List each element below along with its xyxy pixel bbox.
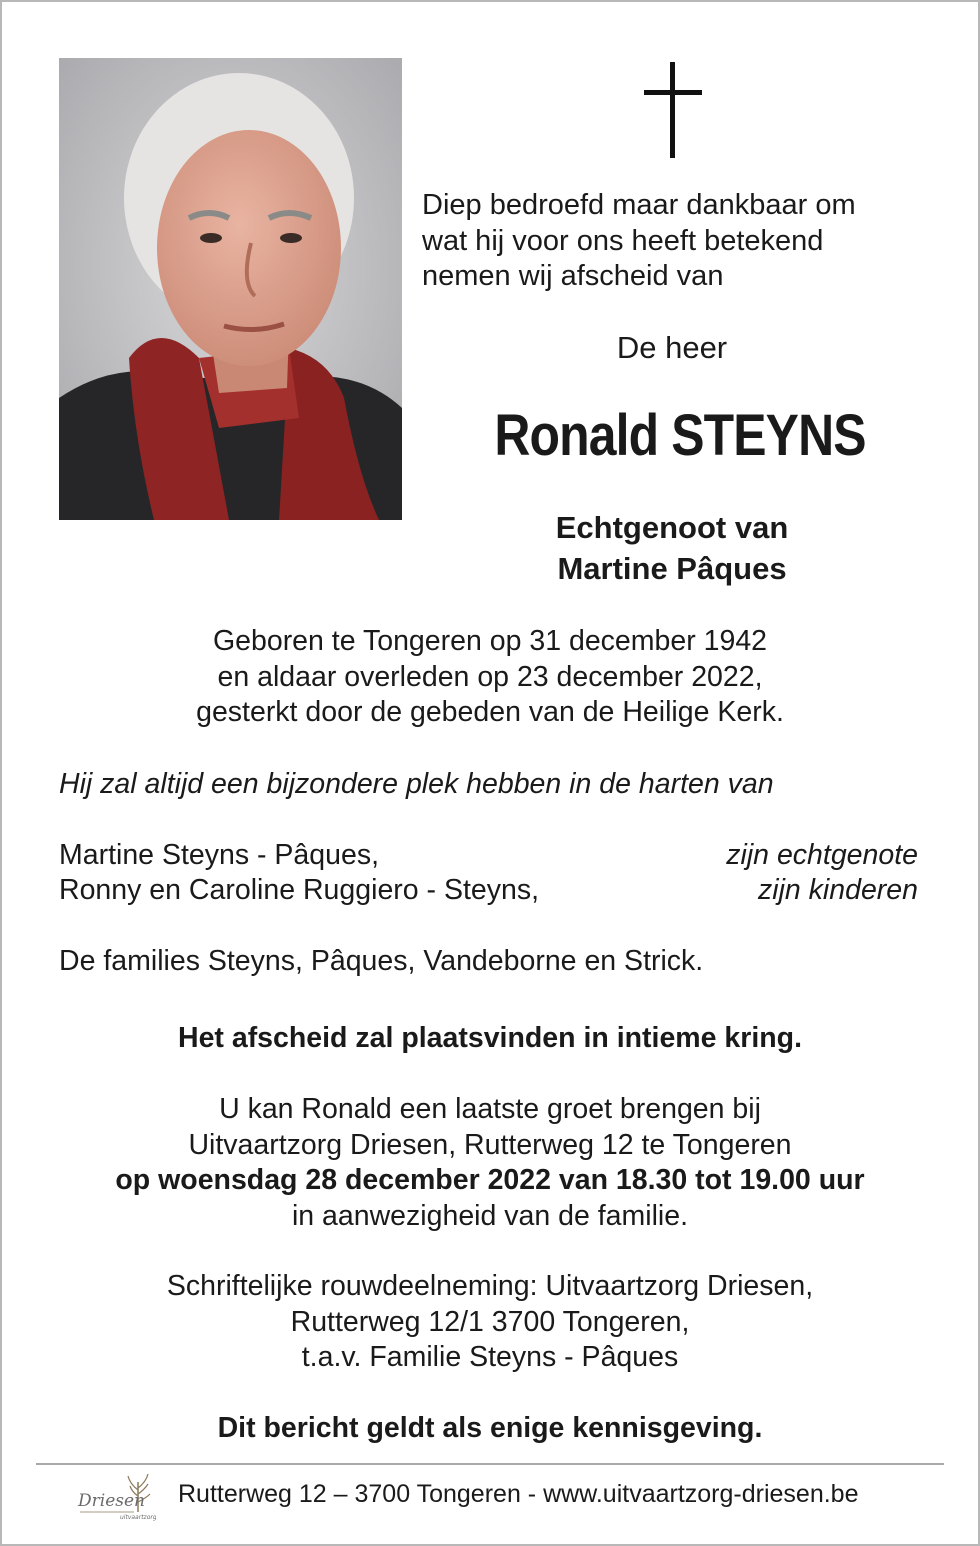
spouse-info [422,507,922,589]
spouse-line: Martine Pâques [557,551,787,586]
intro-line: Diep bedroefd maar dankbaar om [422,189,856,221]
logo-subtext: uitvaartzorg [120,1514,156,1521]
life-line: gesterkt door de gebeden van de Heilige Kerk. [196,696,784,728]
intro-line: nemen wij afscheid van [422,260,724,292]
deceased-name: Ronald STEYNS [494,403,866,468]
intro-line: wat hij voor ons heeft betekend [422,224,824,257]
spouse-line: Echtgenoot van [555,510,789,545]
condolence-line: t.a.v. Familie Steyns - Pâques [301,1341,679,1373]
relative-name: Ronny en Caroline Ruggiero - Steyns, [59,874,540,906]
condolence-info [0,1269,980,1376]
relative-name: Martine Steyns - Pâques, [59,839,379,871]
honorific: De heer [616,330,728,365]
visit-time: op woensdag 28 december 2022 van 18.30 tot 19.00 uur [115,1164,865,1196]
funeral-home-logo [76,1468,156,1524]
visit-line: Uitvaartzorg Driesen, Rutterweg 12 te Tongeren [188,1128,792,1161]
visit-line: U kan Ronald een laatste groet brengen bij [219,1093,761,1125]
visit-info [0,1092,980,1234]
logo-text: Driesen [78,1491,145,1511]
portrait-photo [59,58,402,520]
families-line: De families Steyns, Pâques, Vandeborne en Strick. [59,945,704,977]
condolence-line: Rutterweg 12/1 3700 Tongeren, [290,1305,690,1338]
relative-relation: zijn kinderen [757,874,918,906]
visit-note: in aanwezigheid van de familie. [291,1199,689,1232]
footer-divider [36,1463,944,1465]
life-line: en aldaar overleden op 23 december 2022, [217,660,763,693]
memorial-intro: Hij zal altijd een bijzondere plek hebben in de harten van [59,768,774,800]
farewell-notice: Het afscheid zal plaatsvinden in intieme kring. [178,1022,802,1054]
closing-notice: Dit bericht geldt als enige kennisgeving. [217,1412,763,1444]
footer-address: Rutterweg 12 – 3700 Tongeren - www.uitvaartzorg-driesen.be [178,1480,859,1508]
relative-relation: zijn echtgenote [726,839,918,871]
intro-text [422,188,942,295]
condolence-line: Schriftelijke rouwdeelneming: Uitvaartzorg Driesen, [166,1270,814,1302]
cross-icon [644,62,702,158]
life-line: Geboren te Tongeren op 31 december 1942 [212,625,768,657]
life-dates [0,624,980,731]
